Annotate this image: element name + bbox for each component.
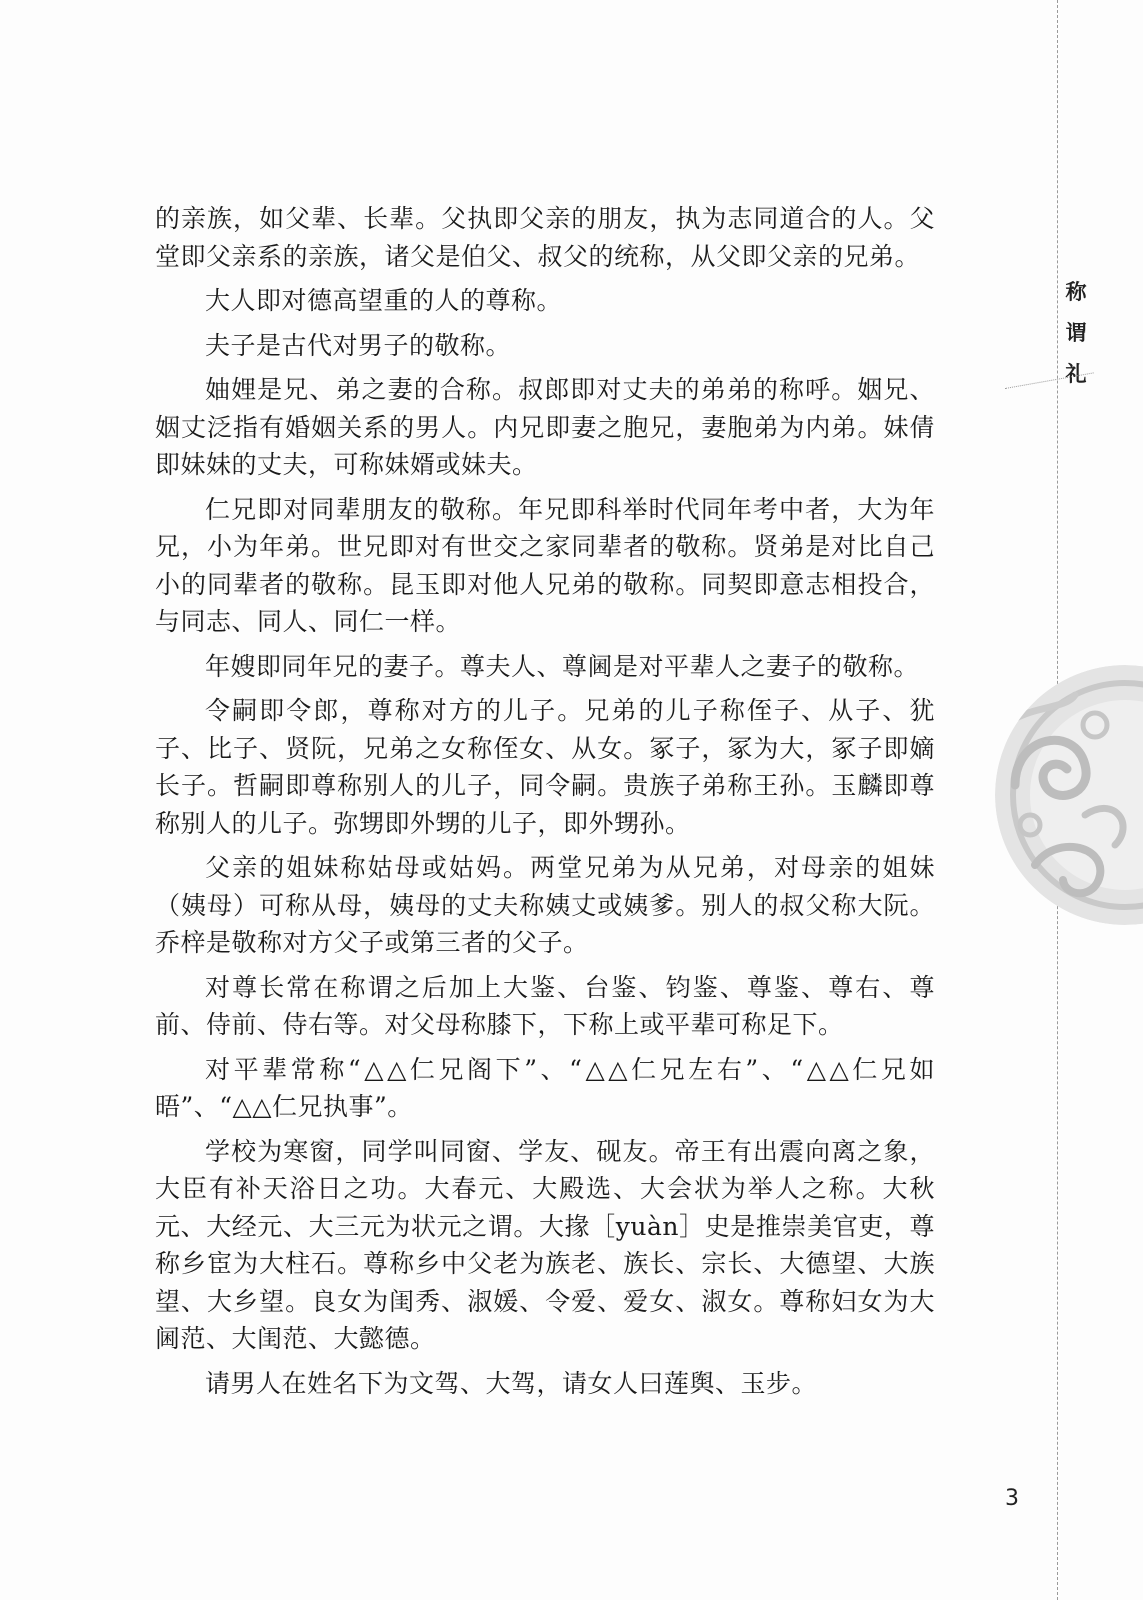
decorative-cloud-pattern xyxy=(975,665,1143,925)
body-text xyxy=(155,200,935,1409)
paragraph: 夫子是古代对男子的敬称。 xyxy=(205,330,512,360)
paragraph: 年嫂即同年兄的妻子。尊夫人、尊阃是对平辈人之妻子的敬称。 xyxy=(205,651,920,681)
page-number: 3 xyxy=(1005,1486,1019,1511)
paragraph: 的亲族，如父辈、长辈。父执即父亲的朋友，执为志同道合的人。父堂即父亲系的亲族，诸父是伯父、叔父的统称，从父即父亲的兄弟。 xyxy=(155,204,935,271)
side-heading-char: 谓 xyxy=(1065,321,1087,345)
paragraph: 父亲的姐妹称姑母或姑妈。两堂兄弟为从兄弟，对母亲的姐妹（姨母）可称从母，姨母的丈夫称姨丈或姨爹。别人的叔父称大阮。乔梓是敬称对方父子或第三者的父子。 xyxy=(155,853,935,957)
paragraph: 大人即对德高望重的人的尊称。 xyxy=(205,286,563,315)
paragraph: 对平辈常称“△△仁兄阁下”、“△△仁兄左右”、“△△仁兄如晤”、“△△仁兄执事”。 xyxy=(155,1054,935,1121)
paragraph: 请男人在姓名下为文驾、大驾，请女人曰莲舆、玉步。 xyxy=(205,1368,818,1398)
paragraph: 妯娌是兄、弟之妻的合称。叔郎即对丈夫的弟弟的称呼。姻兄、姻丈泛指有婚姻关系的男人。内兄即妻之胞兄，妻胞弟为内弟。妹倩即妹妹的丈夫，可称妹婿或妹夫。 xyxy=(155,375,935,479)
side-heading-char: 称 xyxy=(1065,280,1087,304)
paragraph: 学校为寒窗，同学叫同窗、学友、砚友。帝王有出震向离之象，大臣有补天浴日之功。大春元、大殿选、大会状为举人之称。大秋元、大经元、大三元为状元之谓。大掾［yuàn］史是推崇美官吏，尊称乡宦为大柱石。尊称乡中父老为族老、族长、宗长、大德望、大族望、大乡望。良女为闺秀、淑媛、令爱、爱女、淑女。尊称妇女为大阃范、大闺范、大懿德。 xyxy=(155,1136,935,1353)
paragraph: 仁兄即对同辈朋友的敬称。年兄即科举时代同年考中者，大为年兄，小为年弟。世兄即对有世交之家同辈者的敬称。贤弟是对比自己小的同辈者的敬称。昆玉即对他人兄弟的敬称。同契即意志相投合，与同志、同人、同仁一样。 xyxy=(155,494,935,636)
paragraph: 对尊长常在称谓之后加上大鉴、台鉴、钧鉴、尊鉴、尊右、尊前、侍前、侍右等。对父母称膝下，下称上或平辈可称足下。 xyxy=(155,972,935,1039)
side-heading-char: 礼 xyxy=(1065,362,1087,386)
paragraph: 令嗣即令郎，尊称对方的儿子。兄弟的儿子称侄子、从子、犹子、比子、贤阮，兄弟之女称侄女、从女。冢子，冢为大，冢子即嫡长子。哲嗣即尊称别人的儿子，同令嗣。贵族子弟称王孙。玉麟即尊称别人的儿子。弥甥即外甥的儿子，即外甥孙。 xyxy=(155,696,935,838)
